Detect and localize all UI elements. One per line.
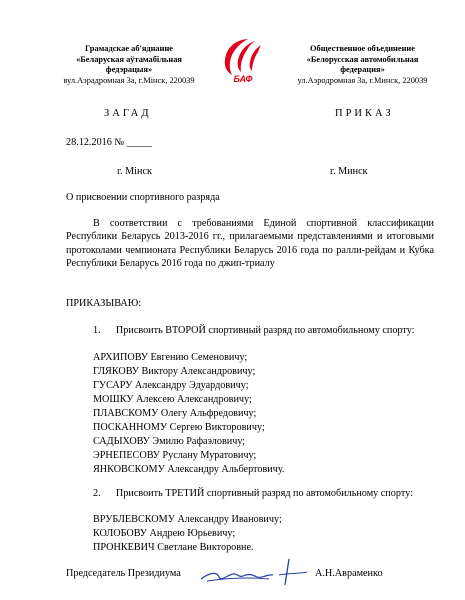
list-item: АРХИПОВУ Евгению Семеновичу; [93, 352, 248, 363]
logo-text: БАФ [233, 74, 253, 84]
preamble: В соответствии с требованиями Единой спортивной классификации Республики Беларусь 2013-2016 гг., прилагаемыми представлениями и итоговыми протоколами чемпионата Республики Беларусь 2016 года по ралли-рейдам и Кубка Республики Беларусь 2016 года по джип-триалу [66, 218, 434, 269]
item-2-text: 2. Присвоить ТРЕТИЙ спортивный разряд по автомобильному спорту: [93, 488, 413, 499]
list-item: ЯНКОВСКОМУ Александру Альбертовичу. [93, 464, 285, 475]
doc-type-ru: ПРИКАЗ [335, 108, 394, 119]
signature-title: Председатель Президиума [66, 568, 181, 579]
item-2-names [93, 513, 282, 555]
baf-logo-icon [218, 36, 268, 84]
address-ru: ул.Аэродромная 3а, г.Минск, 220039 [297, 75, 428, 85]
header-right [275, 44, 450, 86]
list-item: ВРУБЛЕВСКОМУ Александру Ивановичу; [93, 514, 282, 525]
list-item: ПЛАВСКОМУ Олегу Альфредовичу; [93, 408, 257, 419]
list-item: ЭРНЕПЕСОВУ Руслану Муратовичу; [93, 450, 257, 461]
org-name-ru-3: федерация» [340, 65, 385, 75]
org-name-ru-1: Общественное объединение [310, 44, 415, 53]
header-left [50, 44, 208, 86]
handwritten-signature [197, 555, 315, 589]
org-name-by-1: Грамадскае аб'яднанне [85, 44, 173, 53]
item-1-names [93, 351, 284, 477]
list-item: КОЛОБОВУ Андрею Юрьевичу; [93, 528, 236, 539]
subject: О присвоении спортивного разряда [66, 192, 220, 203]
signature-name: А.Н.Авраменко [315, 568, 383, 579]
city-by: г. Мінск [117, 166, 152, 177]
list-item: САДЫХОВУ Эмилю Рафаэловичу; [93, 436, 246, 447]
doc-type-by: ЗАГАД [104, 108, 152, 119]
city-ru: г. Минск [330, 166, 368, 177]
list-item: МОШКУ Алексею Александровичу; [93, 394, 252, 405]
org-name-by-2: «Беларуская аўтамабільная [76, 54, 182, 64]
date-number: 28.12.2016 № _____ [66, 137, 153, 148]
baf-logo [218, 36, 268, 84]
item-1-text: 1. Присвоить ВТОРОЙ спортивный разряд по автомобильному спорту: [93, 325, 415, 336]
list-item: ГУСАРУ Александру Эдуардовичу; [93, 380, 249, 391]
org-name-ru-2: «Белорусская автомобильная [306, 54, 419, 64]
list-item: ГЛЯКОВУ Виктору Александровичу; [93, 366, 256, 377]
list-item: ПОСКАННОМУ Сергею Викторовичу; [93, 422, 265, 433]
list-item: ПРОНКЕВИЧ Светлане Викторовне. [93, 542, 254, 553]
order-word: ПРИКАЗЫВАЮ: [66, 298, 142, 309]
address-by: вул.Аэрадромная 3а, г.Мінск, 220039 [63, 75, 195, 85]
org-name-by-3: федэрацыя» [105, 65, 153, 75]
